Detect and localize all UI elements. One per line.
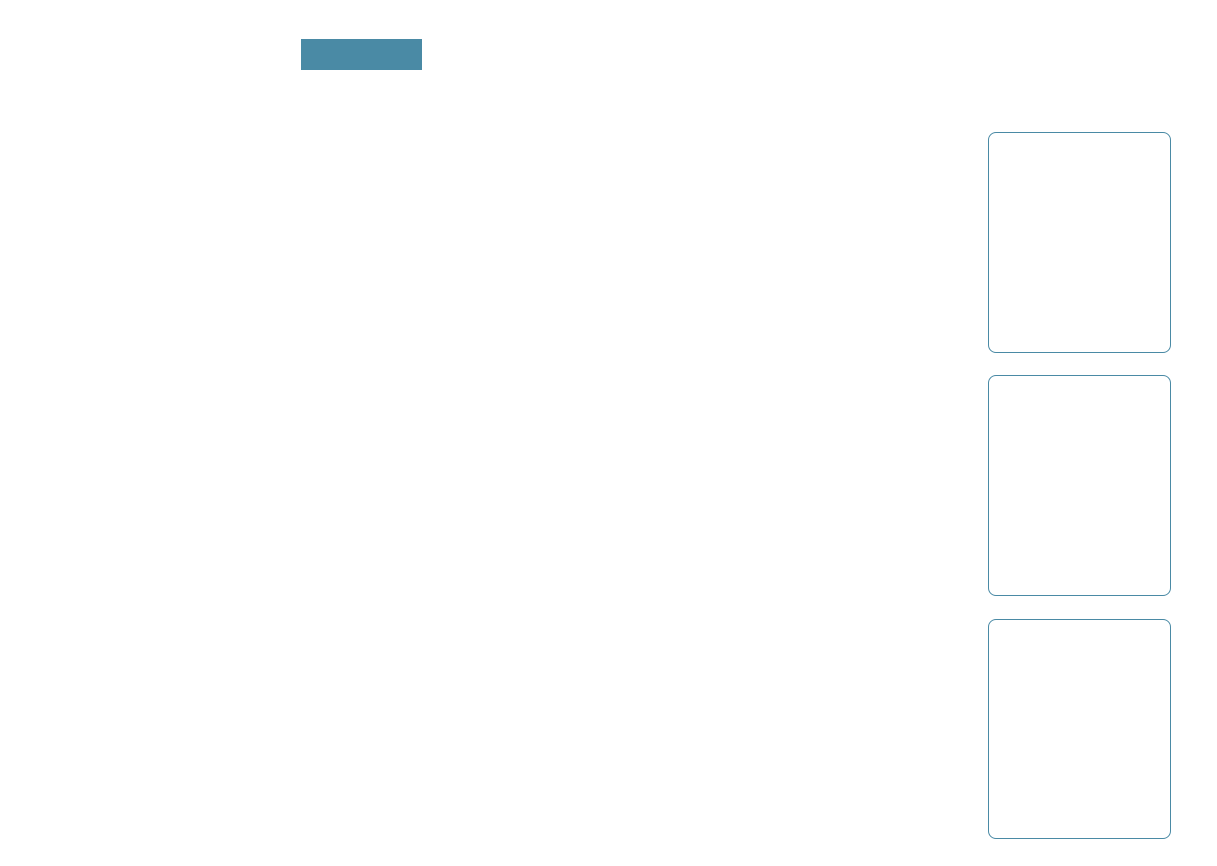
memo-box-noticed[interactable]: [988, 132, 1171, 353]
memo-box-improve[interactable]: [988, 619, 1171, 839]
memo-box-continue[interactable]: [988, 375, 1171, 596]
